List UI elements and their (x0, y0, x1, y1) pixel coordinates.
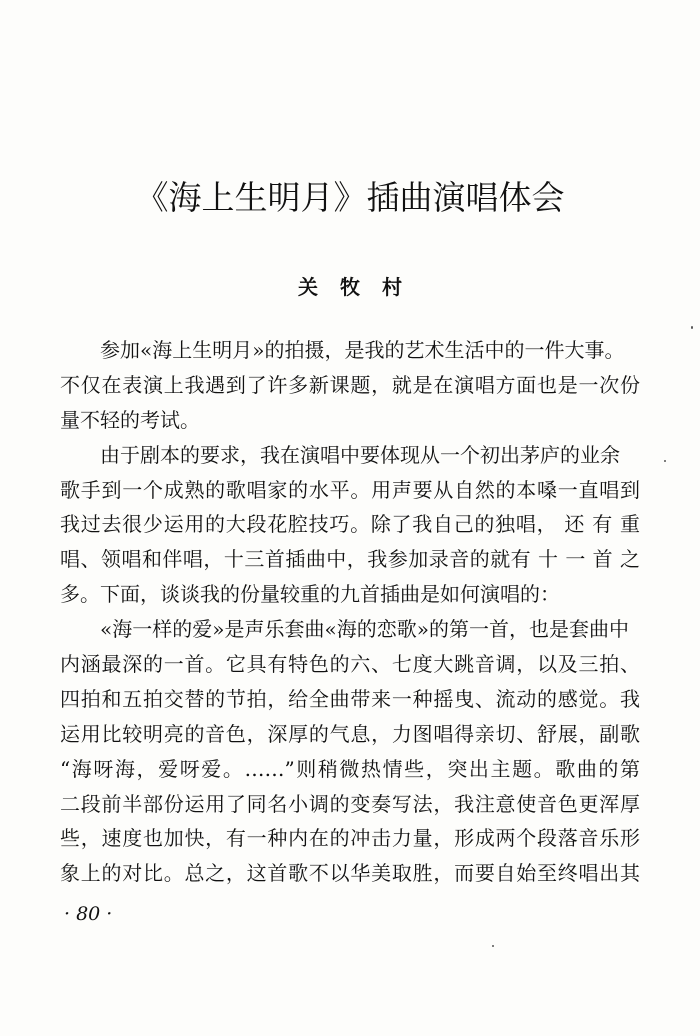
print-speck (664, 460, 666, 462)
page-number: · 80 · (64, 903, 113, 925)
body-line: 歌手到一个成熟的歌唱家的水平。用声要从自然的本嗓一直唱到 (60, 477, 640, 502)
body-line: «海一样的爱»是声乐套曲«海的恋歌»的第一首，也是套曲中 (100, 617, 629, 642)
print-speck (691, 326, 693, 329)
body-line: 四拍和五拍交替的节拍，给全曲带来一种摇曳、流动的感觉。我 (60, 686, 640, 711)
body-line: 些，速度也加快，有一种内在的冲击力量，形成两个段落音乐形 (60, 826, 640, 851)
body-line: 参加«海上生明月»的拍摄，是我的艺术生活中的一件大事。 (100, 338, 625, 362)
print-speck (492, 945, 494, 947)
body-line: 多。下面，谈谈我的份量较重的九首插曲是如何演唱的： (60, 582, 560, 607)
article-title: 《海上生明月》插曲演唱体会 (135, 178, 565, 217)
body-line: 内涵最深的一首。它具有特色的六、七度大跳音调，以及三拍、 (60, 652, 640, 677)
body-line: 不仅在表演上我遇到了许多新课题，就是在演唱方面也是一次份 (60, 372, 640, 397)
body-line: 运用比较明亮的音色，深厚的气息，力图唱得亲切、舒展，副歌 (60, 721, 640, 746)
body-line: 唱、领唱和伴唱，十三首插曲中，我参加录音的就有 十 一 首 之 (60, 547, 640, 572)
body-line: 我过去很少运用的大段花腔技巧。除了我自己的独唱， 还 有 重 (60, 512, 640, 537)
article-body (60, 333, 640, 891)
body-line: 由于剧本的要求，我在演唱中要体现从一个初出茅庐的业余 (100, 442, 620, 467)
body-line: 量不轻的考试。 (60, 407, 200, 432)
body-line: “海呀海，爱呀爱。……”则稍微热情些，突出主题。歌曲的第 (60, 756, 640, 781)
body-line: 象上的对比。总之，这首歌不以华美取胜，而要自始至终唱出其 (60, 861, 640, 886)
author-name: 关牧村 (298, 275, 424, 299)
body-line: 二段前半部份运用了同名小调的变奏写法，我注意使音色更浑厚 (60, 791, 640, 816)
